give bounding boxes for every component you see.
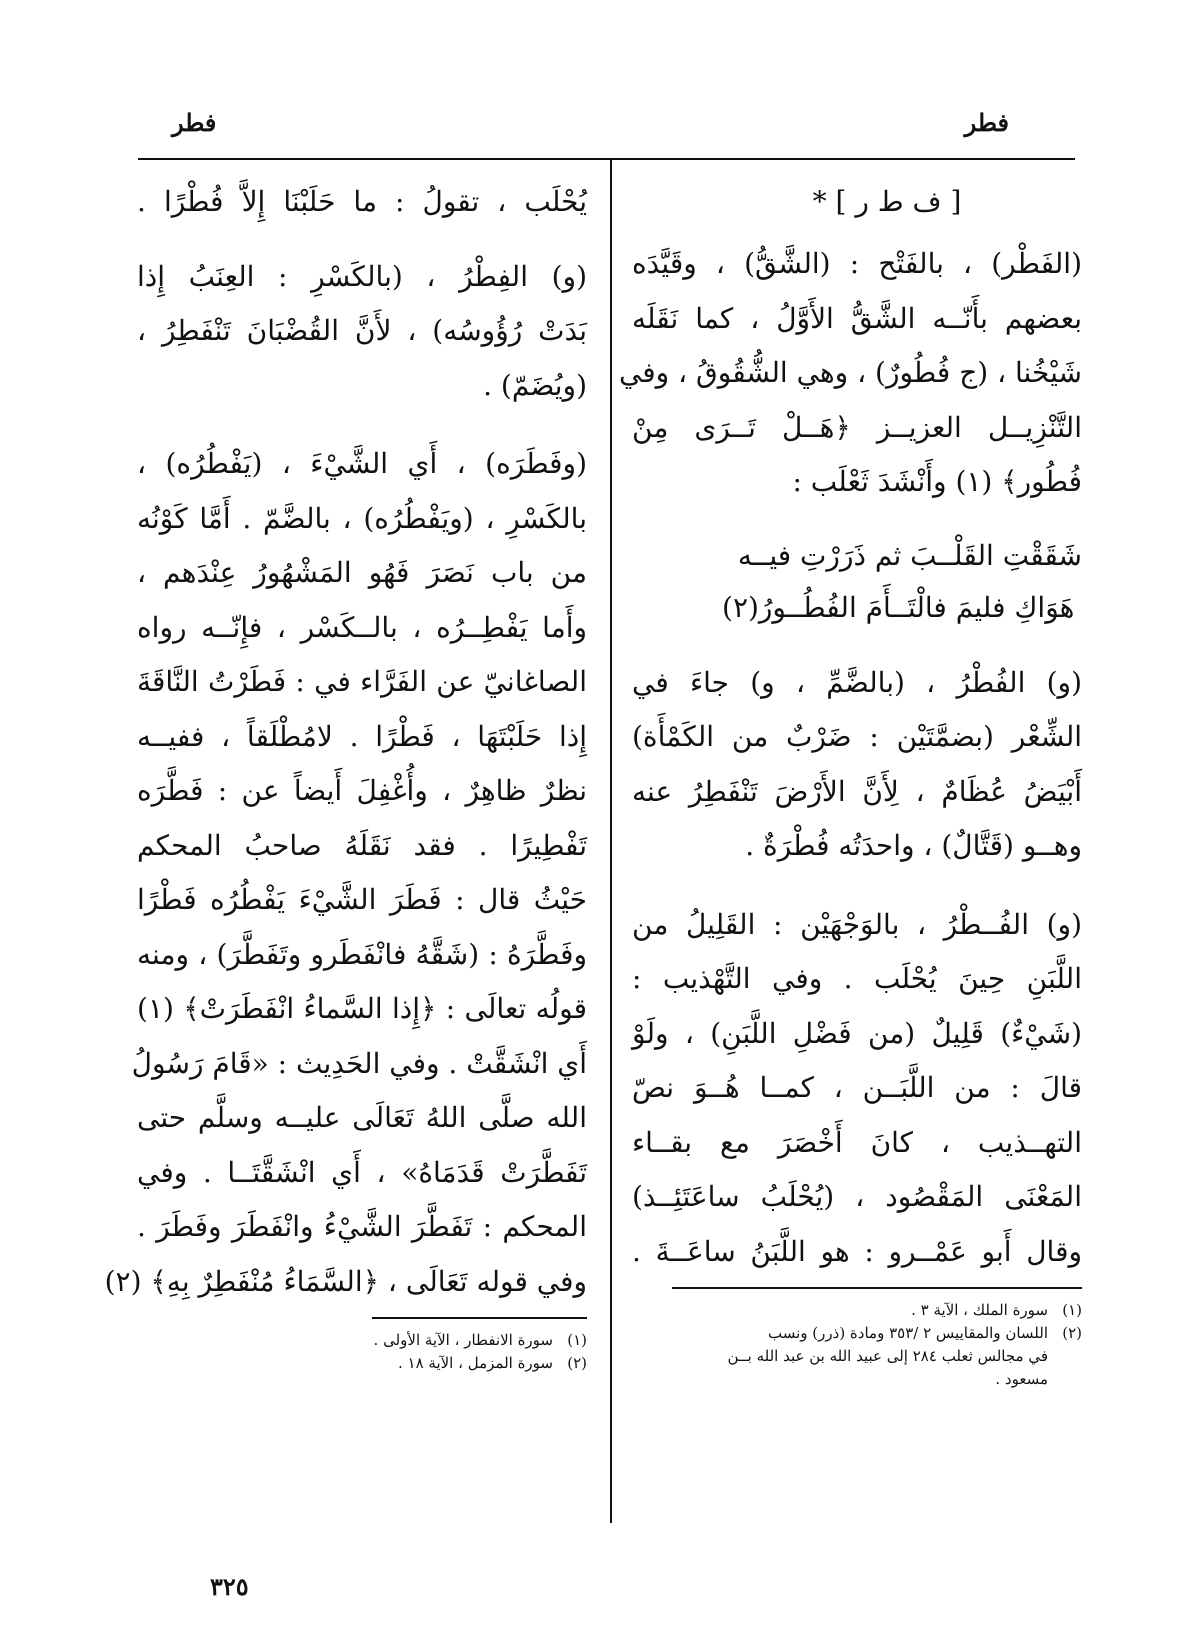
text-line: (و) الفُــطْرُ ، بالوَجْهَيْن : القَلِيلُ من [632,907,1082,941]
header-rule [138,158,1075,160]
text-line: وفَطَّرَهُ : (شَقَّهُ فانْفَطَرو وتَفَطَّرَ) ، ومنه [137,937,587,971]
text-line: قولُه تعالَى : ﴿إِذا السَّماءُ انْفَطَرَتْ﴾ (١) [137,992,587,1025]
text-line: نظرٌ ظاهِرٌ ، وأُغْفِلَ أَيضاً عن : فَطَّرَه [137,774,587,807]
paragraph-continuation [137,175,587,230]
left-column [104,175,587,1375]
text-line: أَبْيَضُ عُظَامٌ ، لِأَنَّ الأَرْضَ تَنْفَطِرُ عنه [632,774,1082,808]
footnote-rule [372,1317,587,1319]
footnote [632,1322,1082,1345]
paragraph-mushroom [632,656,1082,874]
footnote-number: (٢) [1062,1324,1082,1342]
paragraph-root-meaning [618,237,1082,510]
right-column [618,175,1082,1391]
footnote-number: (٢) [567,1354,587,1372]
text-line: وفي قوله تَعَالَى ، ﴿السَّمَاءُ مُنْفَطِرٌ بِهِ﴾ (٢) [104,1264,587,1298]
text-line: التَّنْزِيــل العزيــز ﴿هَــلْ تَــرَى مِنْ [632,410,1082,444]
text-line: من باب نَصَرَ فَهُو المَشْهُورُ عِنْدَهم ، [137,556,587,589]
text-line: شَيْخُنا ، (ج فُطُورٌ) ، وهي الشُّقُوقُ ، وفي [618,356,1082,389]
text-line: (الفَطْر) ، بالفَتْح : (الشَّقُّ) ، وقَيَّدَه [632,247,1082,280]
text-line: فُطُور﴾ (١) وأَنْشَدَ ثَعْلَب : [792,465,1082,498]
footnote [632,1345,1082,1368]
poetry-verse [632,530,1082,634]
footnote [632,1368,1082,1391]
text-line: التهــذيب ، كانَ أَخْصَرَ مع بقــاء [632,1125,1082,1159]
footnotes-left [137,1329,587,1375]
text-line: بعضهم بأَنّــه الشَّقُّ الأَوَّلُ ، كما نَقَلَه [632,301,1082,335]
paragraph-grapes [137,250,587,414]
text-line: حَيْثُ قال : فَطَرَ الشَّيْءَ يَفْطُرُه فَطْرًا [137,883,587,916]
text-line: بالكَسْرِ ، (ويَفْطُرُه) ، بالضَّمّ . أَمَّا كَوْنُه [137,501,587,535]
text-line: الصاغانيّ عن الفَرَّاء في : فَطَرْتُ النَّاقَةَ [137,665,587,698]
text-line: وقال أَبو عَمْــرو : هو اللَّبَنُ ساعَــةَ . [632,1234,1082,1268]
text-line: (وفَطَرَه) ، أَي الشَّيْءَ ، (يَفْطُرُه) ، [137,447,587,480]
footnotes-right [632,1299,1082,1391]
text-line: وهــو (قَتَّالٌ) ، واحدَتُه فُطْرَةٌ . [745,829,1082,862]
text-line: قالَ : من اللَّبَــن ، كمــا هُــوَ نصّ [632,1071,1082,1104]
text-line: الشِّعْر (بضمَّتَيْن : ضَرْبٌ من الكَمْأَة) [632,720,1082,753]
footnote-text: اللسان والمقاييس ٢ /٣٥٣ ومادة (ذرر) ونسب [768,1324,1048,1342]
footnote-number: (١) [1062,1301,1082,1319]
text-line: تَفْطِيرًا . فقد نَقَلَهُ صاحبُ المحكم [137,828,587,862]
footnote [137,1352,587,1375]
text-line: (ويُضَمّ) . [483,368,587,402]
footnote-text: مسعود . [995,1370,1048,1388]
text-line: (و) الفِطْرُ ، (بالكَسْرِ : العِنَبُ إِذا [137,259,587,293]
text-line: يُحْلَب ، تقولُ : ما حَلَبْنَا إِلاَّ فُطْرًا . [137,185,587,218]
text-line: بَدَتْ رُؤُوسُه) ، لأَنَّ القُضْبَانَ تَنْفَطِرُ ، [137,314,587,347]
text-line: الله صلَّى اللهُ تَعَالَى عليــه وسلَّم حتى [137,1101,587,1134]
footnote-text: في مجالس ثعلب ٢٨٤ إلى عبيد الله بن عبد الله بــن [727,1347,1048,1365]
text-line: المحكم : تَفَطَّرَ الشَّيْءُ وانْفَطَرَ وفَطَرَ . [137,1210,587,1243]
text-line: (و) الفُطْرُ ، (بالضَّمِّ ، و) جاءَ في [632,665,1082,699]
footnote [137,1329,587,1352]
footnote-number: (١) [567,1331,587,1349]
text-line: وأَما يَفْطِــرُه ، بالــكَسْر ، فإِنّــه رواه [137,610,587,644]
text-line: المَعْنَى المَقْصُود ، (يُحْلَبُ ساعَتَئِــذ) [632,1180,1082,1213]
entry-heading: [ ف ط ر ] * [812,185,962,218]
footnote-rule [672,1287,1082,1289]
footnote-text: سورة الانفطار ، الآية الأولى . [373,1331,553,1349]
text-line: أَي انْشَقَّتْ . وفي الحَدِيث : «قَامَ رَسُولُ [131,1046,587,1080]
paragraph-little-milk [632,898,1082,1280]
text-line: (شَيْءٌ) قَلِيلٌ (من فَضْلِ اللَّبَنِ) ، ولَوْ [632,1016,1082,1050]
text-line: تَفَطَّرَتْ قَدَمَاهُ» ، أَي انْشَقَّتَــا . وفي [137,1155,587,1189]
verse-hemistich-2: هَوَاكِ فليمَ فالْتَــأَمَ الفُطُــورُ(٢) [722,590,1075,624]
verse-hemistich-1: شَقَقْتِ القَلْــبَ ثم ذَرَرْتِ فيــه [737,538,1082,572]
footnote-text: سورة المزمل ، الآية ١٨ . [397,1354,553,1372]
column-divider [610,158,612,1523]
footnote [632,1299,1082,1322]
text-line: اللَّبَنِ حِينَ يُحْلَب . وفي التَّهْذيب : [632,962,1082,995]
running-head-right: فطر [964,108,1009,137]
page-number: ٣٢٥ [210,1572,249,1601]
running-head-left: فطر [172,108,217,137]
paragraph-fatarahu [104,437,587,1309]
text-line: إِذا حَلَبْتَهَا ، فَطْرًا . لامُطْلَقاً ، ففيــه [137,719,587,753]
footnote-text: سورة الملك ، الآية ٣ . [911,1301,1048,1319]
